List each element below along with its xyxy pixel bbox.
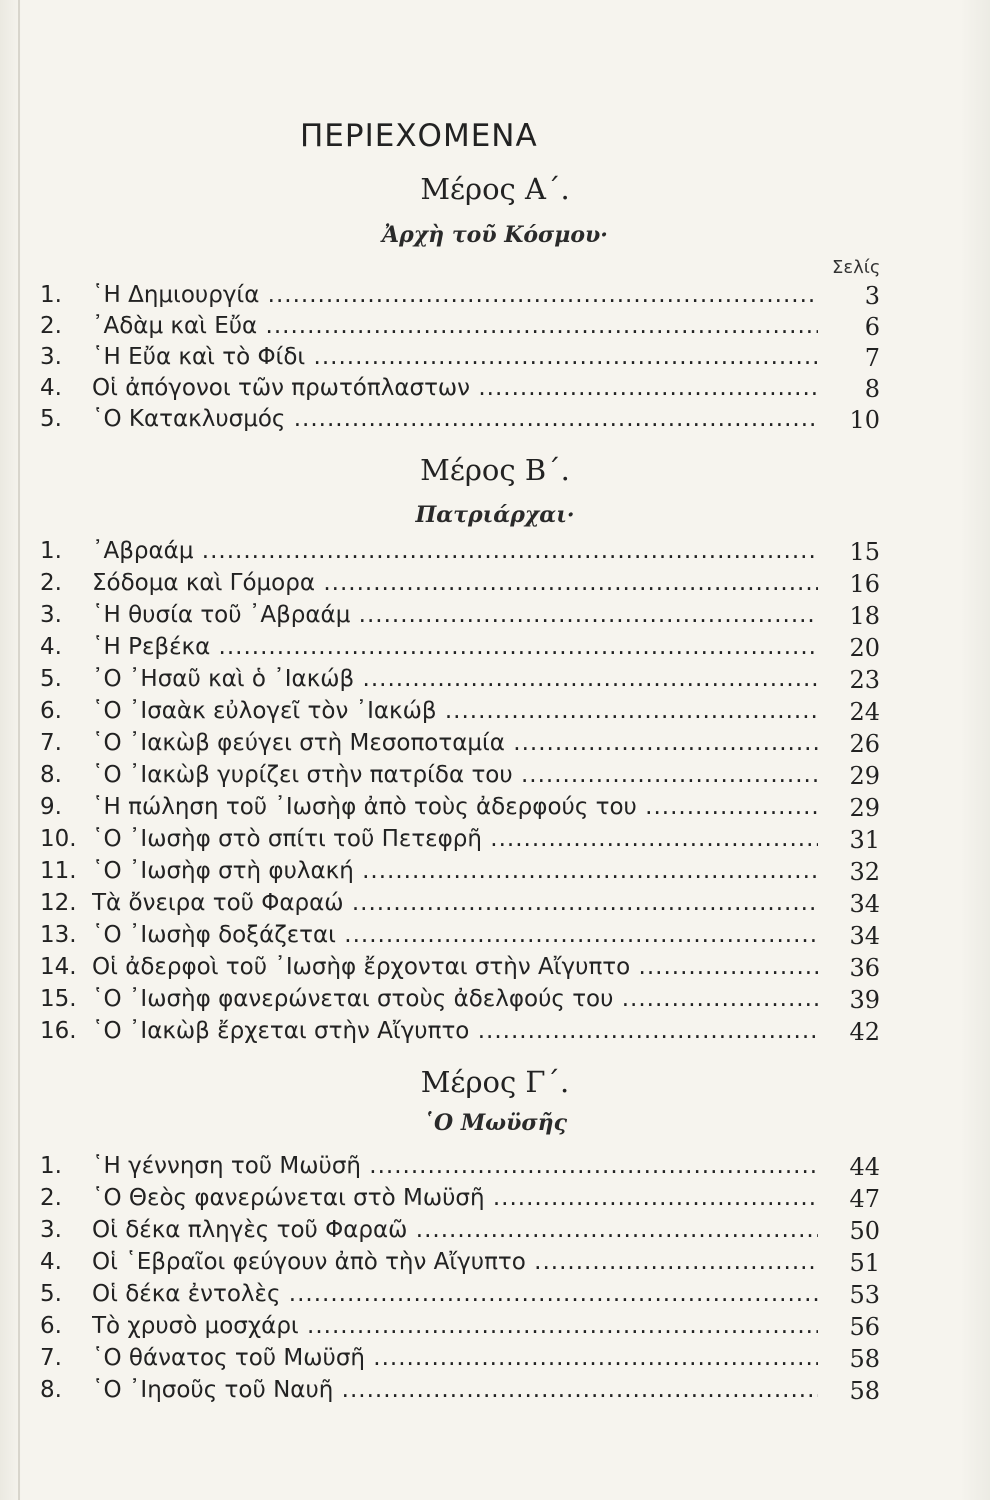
- entry-page: 58: [849, 1377, 880, 1405]
- entry-title: ῾Ο ᾿Ιωσὴφ δοξάζεται .....: [92, 922, 818, 948]
- entry-number: 5.: [40, 666, 62, 692]
- toc-entry[interactable]: [40, 1345, 880, 1377]
- toc-entry[interactable]: [40, 313, 880, 345]
- entry-number: 7.: [40, 730, 62, 756]
- toc-entry[interactable]: [40, 922, 880, 954]
- entry-number: 16.: [40, 1018, 77, 1044]
- entry-page: 58: [849, 1345, 880, 1373]
- part-c-subtitle: ῾Ο Μωϋσῆς: [423, 1110, 567, 1136]
- entry-title: ῾Ο ᾿Ιωσὴφ στὴ φυλακή .....: [92, 858, 818, 884]
- entry-title: ῾Η πώληση τοῦ ᾿Ιωσὴφ ἀπὸ τοὺς ἀδερφούς του .....: [92, 794, 818, 820]
- entry-page: 53: [849, 1281, 880, 1309]
- toc-entry[interactable]: [40, 858, 880, 890]
- entry-page: 7: [864, 344, 880, 372]
- entry-number: 12.: [40, 890, 77, 916]
- entry-page: 18: [849, 602, 880, 630]
- entry-title: ῾Ο ᾿Ιακὼβ γυρίζει στὴν πατρίδα του .....: [92, 762, 818, 788]
- pages-column-label: Σελίς: [832, 257, 881, 278]
- entry-page: 31: [849, 826, 880, 854]
- entry-page: 50: [849, 1217, 880, 1245]
- entry-title: Τὸ χρυσὸ μοσχάρι .....: [92, 1313, 818, 1339]
- entry-page: 29: [849, 762, 880, 790]
- toc-entry[interactable]: [40, 602, 880, 634]
- toc-entry[interactable]: [40, 406, 880, 438]
- entry-title: Σόδομα καὶ Γόμορα .....: [92, 570, 818, 596]
- toc-entry[interactable]: [40, 698, 880, 730]
- entry-title: ῾Ο Κατακλυσμός .....: [92, 406, 818, 432]
- entry-title: ᾿Αδὰμ καὶ Εὔα .....: [92, 313, 818, 339]
- toc-entry[interactable]: [40, 1185, 880, 1217]
- entry-title: ῾Η θυσία τοῦ ᾿Αβραάμ .....: [92, 602, 818, 628]
- entry-page: 20: [849, 634, 880, 662]
- toc-entry[interactable]: [40, 666, 880, 698]
- toc-entry[interactable]: [40, 1217, 880, 1249]
- entry-number: 9.: [40, 794, 62, 820]
- toc-entry[interactable]: [40, 1018, 880, 1050]
- part-b-subtitle: Πατριάρχαι·: [415, 502, 575, 528]
- toc-entry[interactable]: [40, 1377, 880, 1409]
- entry-title: Τὰ ὄνειρα τοῦ Φαραώ .....: [92, 890, 818, 916]
- entry-title: ῾Ο ᾿Ιακὼβ φεύγει στὴ Μεσοποταμία .....: [92, 730, 818, 756]
- entry-page: 36: [849, 954, 880, 982]
- entry-page: 26: [849, 730, 880, 758]
- entry-title: ῾Ο θάνατος τοῦ Μωϋσῆ .....: [92, 1345, 818, 1371]
- entry-page: 3: [864, 282, 880, 310]
- entry-page: 24: [849, 698, 880, 726]
- toc-entry[interactable]: [40, 1249, 880, 1281]
- entry-number: 4.: [40, 1249, 62, 1275]
- entry-page: 39: [849, 986, 880, 1014]
- toc-entry[interactable]: [40, 1313, 880, 1345]
- entry-title: Οἱ ἀδερφοὶ τοῦ ᾿Ιωσὴφ ἔρχονται στὴν Αἴγυπτο .....: [92, 954, 818, 980]
- part-b-title: Μέρος Β΄.: [420, 453, 570, 487]
- entry-number: 14.: [40, 954, 77, 980]
- toc-entry[interactable]: [40, 1153, 880, 1185]
- toc-entry[interactable]: [40, 954, 880, 986]
- entry-title: ῾Η γέννηση τοῦ Μωϋσῆ .....: [92, 1153, 818, 1179]
- entry-title: ᾿Ο ᾿Ησαῦ καὶ ὁ ᾿Ιακώβ .....: [92, 666, 818, 692]
- entry-number: 8.: [40, 1377, 62, 1403]
- entry-page: 6: [864, 313, 880, 341]
- entry-page: 16: [849, 570, 880, 598]
- entry-number: 1.: [40, 538, 62, 564]
- entry-title: ῾Η Εὔα καὶ τὸ Φίδι .....: [92, 344, 818, 370]
- entry-number: 15.: [40, 986, 77, 1012]
- entry-page: 15: [849, 538, 880, 566]
- part-a-title: Μέρος Α΄.: [420, 172, 570, 206]
- entry-title: ᾿Αβραάμ .....: [92, 538, 818, 564]
- toc-entry[interactable]: [40, 570, 880, 602]
- entry-page: 34: [849, 890, 880, 918]
- toc-entry[interactable]: [40, 538, 880, 570]
- entry-page: 8: [864, 375, 880, 403]
- entry-title: ῾Ο ᾿Ιησοῦς τοῦ Ναυῆ .....: [92, 1377, 818, 1403]
- toc-entry[interactable]: [40, 375, 880, 407]
- part-c-title: Μέρος Γ΄.: [420, 1065, 570, 1099]
- toc-entry[interactable]: [40, 1281, 880, 1313]
- entry-page: 56: [849, 1313, 880, 1341]
- toc-entry[interactable]: [40, 794, 880, 826]
- contents-heading: ΠΕΡΙΕΧΟΜΕΝΑ: [300, 118, 538, 154]
- entry-title: ῾Ο ᾿Ιωσὴφ φανερώνεται στοὺς ἀδελφούς του .....: [92, 986, 818, 1012]
- entry-number: 1.: [40, 1153, 62, 1179]
- entry-number: 5.: [40, 406, 62, 432]
- toc-entry[interactable]: [40, 762, 880, 794]
- entry-number: 5.: [40, 1281, 62, 1307]
- entry-page: 34: [849, 922, 880, 950]
- entry-title: ῾Η Δημιουργία .....: [92, 282, 818, 308]
- toc-entry[interactable]: [40, 826, 880, 858]
- entry-page: 32: [849, 858, 880, 886]
- part-a-subtitle: Ἀρχὴ τοῦ Κόσμου·: [382, 222, 608, 248]
- entry-page: 10: [849, 406, 880, 434]
- toc-entry[interactable]: [40, 634, 880, 666]
- entry-title: ῾Ο Θεὸς φανερώνεται στὸ Μωϋσῆ .....: [92, 1185, 818, 1211]
- entry-number: 2.: [40, 313, 62, 339]
- entry-page: 23: [849, 666, 880, 694]
- entry-number: 2.: [40, 1185, 62, 1211]
- entry-title: Οἱ ῾Εβραῖοι φεύγουν ἀπὸ τὴν Αἴγυπτο .....: [92, 1249, 818, 1275]
- entry-page: 47: [849, 1185, 880, 1213]
- entry-title: Οἱ δέκα πληγὲς τοῦ Φαραῶ .....: [92, 1217, 818, 1243]
- entry-page: 51: [849, 1249, 880, 1277]
- entry-page: 42: [849, 1018, 880, 1046]
- toc-entry[interactable]: [40, 282, 880, 314]
- toc-entry[interactable]: [40, 730, 880, 762]
- entry-number: 4.: [40, 375, 62, 401]
- entry-title: ῾Ο ᾿Ισαὰκ εὐλογεῖ τὸν ᾿Ιακώβ .....: [92, 698, 818, 724]
- entry-title: ῾Ο ᾿Ιωσὴφ στὸ σπίτι τοῦ Πετεφρῆ .....: [92, 826, 818, 852]
- entry-number: 6.: [40, 1313, 62, 1339]
- entry-number: 4.: [40, 634, 62, 660]
- toc-entry[interactable]: [40, 890, 880, 922]
- entry-number: 8.: [40, 762, 62, 788]
- entry-number: 7.: [40, 1345, 62, 1371]
- entry-number: 3.: [40, 344, 62, 370]
- entry-page: 29: [849, 794, 880, 822]
- entry-number: 6.: [40, 698, 62, 724]
- entry-number: 3.: [40, 602, 62, 628]
- entry-number: 3.: [40, 1217, 62, 1243]
- entry-page: 44: [849, 1153, 880, 1181]
- entry-number: 10.: [40, 826, 77, 852]
- entry-number: 11.: [40, 858, 77, 884]
- toc-entry[interactable]: [40, 344, 880, 376]
- entry-title: ῾Η Ρεβέκα .....: [92, 634, 818, 660]
- toc-entry[interactable]: [40, 986, 880, 1018]
- entry-title: ῾Ο ᾿Ιακὼβ ἔρχεται στὴν Αἴγυπτο .....: [92, 1018, 818, 1044]
- entry-title: Οἱ ἀπόγονοι τῶν πρωτόπλαστων .....: [92, 375, 818, 401]
- entry-number: 2.: [40, 570, 62, 596]
- entry-number: 1.: [40, 282, 62, 308]
- entry-title: Οἱ δέκα ἐντολὲς .....: [92, 1281, 818, 1307]
- entry-number: 13.: [40, 922, 77, 948]
